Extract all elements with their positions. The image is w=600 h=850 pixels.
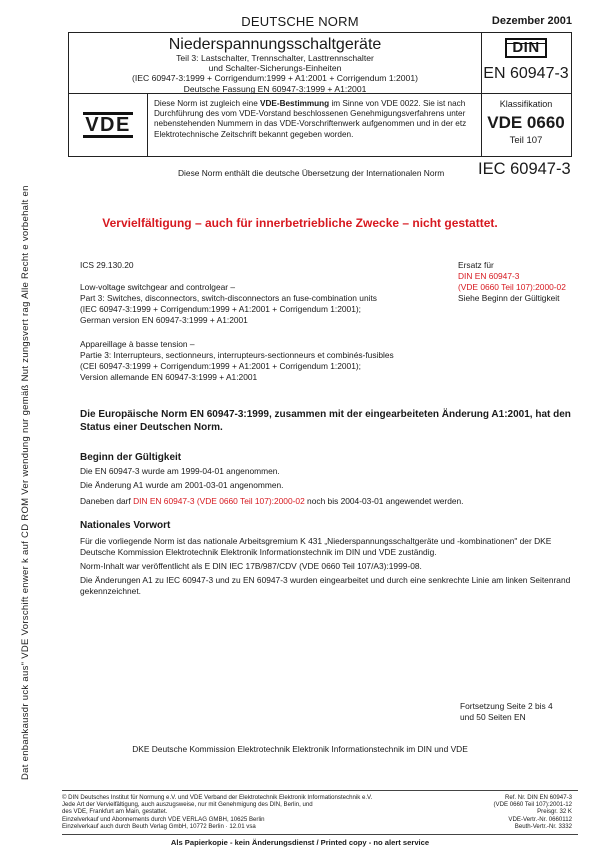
english-title-block — [80, 282, 460, 326]
footer-copyright — [62, 794, 422, 830]
dke-committee: DKE Deutsche Kommission Elektrotechnik Elektronik Informationstechnik im DIN und VDE — [132, 744, 468, 754]
footer-line: Einzelverkauf und Abonnements durch VDE VERLAG GMBH, 10625 Berlin — [62, 815, 265, 823]
subtitle-line: Deutsche Fassung EN 60947-3:1999 + A1:2001 — [183, 83, 367, 94]
footer-line: © DIN Deutsches Institut für Normung e.V. und VDE Verband der Elektrotechnik Elektronik Informationstechnik e.V. — [62, 794, 373, 801]
printed-copy-note: Als Papierkopie - kein Änderungsdienst / Printed copy - no alert service — [170, 838, 430, 847]
validity-heading: Beginn der Gültigkeit — [80, 452, 182, 463]
footer-reference — [422, 794, 572, 830]
french-title-block — [80, 339, 480, 383]
classification-number: VDE 0660 — [487, 113, 565, 132]
en-number: EN 60947-3 — [483, 65, 569, 82]
din-box — [481, 33, 571, 93]
vde-text-bold: VDE-Bestimmung — [260, 99, 330, 108]
vde-logo-text: VDE — [85, 113, 131, 136]
validity-line-post: noch bis 2004-03-01 angewendet werden. — [304, 496, 464, 506]
continuation-line: Fortsetzung Seite 2 bis 4 — [460, 701, 553, 711]
french-line: Partie 3: Interrupteurs, sectionneurs, interrupteurs-sectionneurs et combinés-fusibles — [80, 350, 394, 360]
header-box — [68, 32, 572, 157]
footer-divider-bottom — [62, 834, 578, 835]
subtitle-line: Teil 3: Lastschalter, Trennschalter, Lasttrennschalter — [176, 53, 374, 63]
english-line: German version EN 60947-3:1999 + A1:2001 — [80, 315, 248, 325]
footer-line: Einzelverkauf auch durch Beuth Verlag GmbH, 10772 Berlin · 12.01 vsa — [62, 822, 256, 830]
side-watermark-text: Dat enbankausdr uck aus" VDE Vorschift enwer k auf CD ROM Ver wendung nur gemäß Nut zungsvert rag Alle Recht e vorbehalt en — [20, 185, 31, 780]
side-watermark — [4, 140, 31, 780]
validity-line — [80, 496, 464, 507]
foreword-paragraph: Norm-Inhalt war veröffentlicht als E DIN IEC 17B/987/CDV (VDE 0660 Teil 107/A3):1999-08. — [80, 561, 422, 571]
replaced-standard: DIN EN 60947-3 — [458, 271, 520, 281]
page-title: Niederspannungsschaltgeräte — [168, 36, 382, 53]
validity-line: Die Änderung A1 wurde am 2001-03-01 angenommen. — [80, 480, 284, 490]
norm-date: Dezember 2001 — [491, 15, 572, 27]
french-line: Appareillage à basse tension – — [80, 339, 195, 349]
iec-number: IEC 60947-3 — [478, 160, 571, 178]
subtitle-line: und Schalter-Sicherungs-Einheiten — [208, 63, 342, 74]
replacement-label: Ersatz für — [458, 260, 494, 270]
continuation-note — [460, 701, 580, 723]
continuation-line: und 50 Seiten EN — [460, 712, 526, 722]
iec-translation-note: Diese Norm enthält die deutsche Übersetzung der Internationalen Norm — [178, 168, 445, 178]
english-line: Low-voltage switchgear and controlgear – — [80, 282, 236, 292]
validity-line-pre: Daneben darf — [80, 496, 134, 506]
french-line: (CEI 60947-3:1999 + Corrigendum:1999 + A1:2001 + Corrigendum 1:2001); — [80, 361, 361, 371]
vde-statement — [154, 99, 476, 140]
foreword-heading: Nationales Vorwort — [80, 520, 171, 531]
din-logo: DIN — [505, 38, 546, 58]
english-line: (IEC 60947-3:1999 + Corrigendum:1999 + A1:2001 + Corrigendum 1:2001); — [80, 304, 361, 314]
norm-label: DEUTSCHE NORM — [241, 14, 359, 29]
footer-ref-line: Preisgr. 32 K — [537, 808, 572, 816]
english-line: Part 3: Switches, disconnectors, switch-disconnectors an fuse-combination units — [80, 293, 377, 303]
vde-text-pre: Diese Norm ist zugleich eine — [154, 99, 261, 108]
footer-line: Jede Art der Vervielfältigung, auch auszugsweise, nur mit Genehmigung des DIN, Berlin, und — [62, 801, 313, 809]
ics-code: ICS 29.130.20 — [80, 260, 134, 270]
foreword-body — [80, 536, 580, 600]
french-line: Version allemande EN 60947-3:1999 + A1:2001 — [80, 372, 258, 382]
copy-warning: Vervielfältigung – auch für innerbetriebliche Zwecke – nicht gestattet. — [102, 216, 498, 230]
subtitle-line: (IEC 60947-3:1999 + Corrigendum:1999 + A1:2001 + Corrigendum 1:2001) — [132, 73, 418, 84]
replaced-standard-part: (VDE 0660 Teil 107):2000-02 — [458, 282, 566, 292]
footer-ref-line: VDE-Vertr.-Nr. 0660112 — [508, 815, 572, 823]
replacement-block — [458, 260, 588, 304]
vde-text-post: im Sinne von VDE 0022. Sie ist nach Durchführung des vom VDE-Vorstand beschlossenen Genehmigungsverfahrens unter nebenstehenden Nummern in das VDE-Vorschriftenwerk aufgenommen und in der etz Elektrotechnische Zeitschrift bekannt gegeben worden. — [154, 99, 467, 139]
footer-ref-line: Ref. Nr. DIN EN 60947-3 — [504, 794, 572, 801]
footer-ref-line: (VDE 0660 Teil 107):2001-12 — [493, 801, 572, 809]
classification-part: Teil 107 — [509, 135, 543, 146]
classification-label: Klassifikation — [499, 99, 553, 109]
footer-ref-line: Beuth-Vertr.-Nr. 3332 — [514, 822, 572, 830]
validity-line-reference: DIN EN 60947-3 (VDE 0660 Teil 107):2000-02 — [133, 496, 305, 506]
footer-divider — [62, 790, 578, 791]
vde-logo — [69, 93, 147, 156]
validity-line: Die EN 60947-3 wurde am 1999-04-01 angenommen. — [80, 466, 280, 476]
foreword-paragraph: Für die vorliegende Norm ist das nationale Arbeitsgremium K 431 „Niederspannungsschaltgeräte und -kombinationen" der DKE Deutsche Kommission Elektrotechnik Elektronik Informationstechnik im DIN und VDE zuständig. — [80, 536, 552, 557]
foreword-paragraph: Die Änderungen A1 zu IEC 60947-3 und zu EN 60947-3 wurden eingearbeitet und durch eine senkrechte Linie am linken Seitenrand gekennzeichnet. — [80, 575, 571, 596]
status-statement: Die Europäische Norm EN 60947-3:1999, zusammen mit der eingearbeiteten Änderung A1:2001, hat den Status einer Deutschen Norm. — [80, 409, 571, 433]
title-block — [69, 36, 481, 94]
classification-box — [481, 93, 571, 156]
footer-line: des VDE, Frankfurt am Main, gestattet. — [62, 808, 168, 816]
replacement-note: Siehe Beginn der Gültigkeit — [458, 293, 560, 303]
